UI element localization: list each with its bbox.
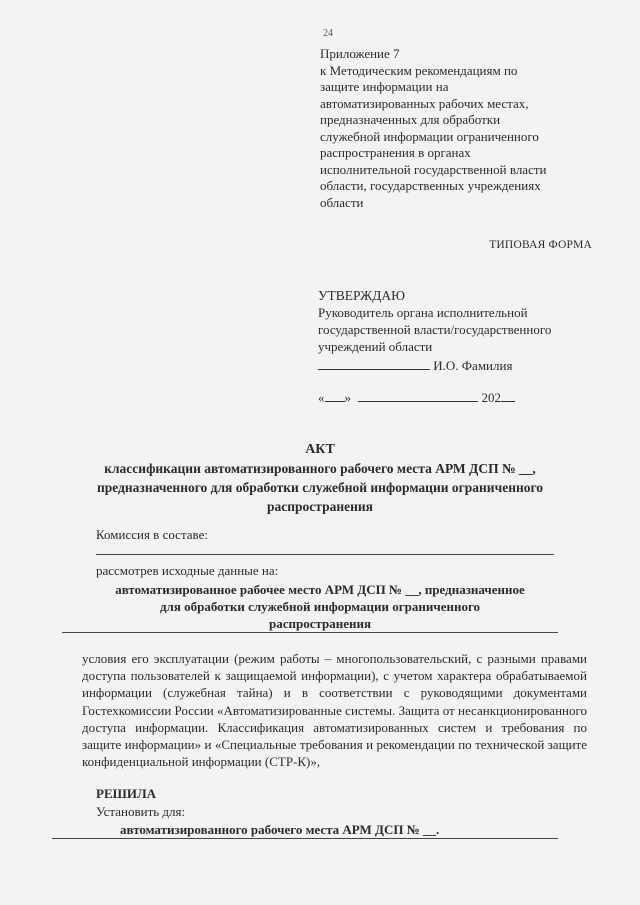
date-open-quote: « bbox=[318, 390, 325, 405]
year-prefix: 202 bbox=[481, 390, 501, 405]
form-type-label: ТИПОВАЯ ФОРМА bbox=[489, 239, 592, 251]
signature-row bbox=[318, 357, 551, 374]
appendix-line: предназначенных для обработки bbox=[320, 112, 501, 127]
day-blank bbox=[325, 390, 345, 402]
appendix-line: распространения в органах bbox=[320, 145, 471, 160]
act-heading: АКТ bbox=[305, 442, 335, 457]
subject-line: для обработки служебной информации ограниченного bbox=[159, 599, 481, 614]
appendix-note bbox=[320, 46, 546, 211]
appendix-line: к Методическим рекомендациям по bbox=[320, 62, 518, 78]
approval-heading: УТВЕРЖДАЮ bbox=[318, 288, 406, 303]
approval-date bbox=[318, 390, 515, 406]
act-title-line: классификации автоматизированного рабочего места АРМ ДСП № __, bbox=[104, 461, 536, 476]
establish-label: Установить для: bbox=[96, 804, 186, 819]
subject-block bbox=[60, 581, 580, 632]
appendix-line: области, государственных учреждениях bbox=[320, 178, 541, 193]
appendix-line: Приложение 7 bbox=[320, 46, 400, 61]
act-title-line: распространения bbox=[267, 499, 373, 514]
signature-name: И.О. Фамилия bbox=[433, 358, 513, 373]
final-line: автоматизированного рабочего места АРМ ДСП № __. bbox=[120, 822, 440, 837]
month-blank bbox=[358, 390, 478, 402]
appendix-line: области bbox=[320, 194, 364, 210]
page-number: 24 bbox=[323, 28, 333, 39]
act-title bbox=[0, 440, 640, 516]
appendix-line: исполнительной государственной власти bbox=[320, 161, 547, 177]
subject-line: автоматизированное рабочее место АРМ ДСП № __, предназначенное bbox=[115, 582, 525, 597]
approval-line: Руководитель органа исполнительной bbox=[318, 305, 528, 320]
appendix-line: служебной информации ограниченного bbox=[320, 128, 539, 144]
act-title-line: предназначенного для обработки служебной информации ограниченного bbox=[96, 480, 544, 495]
date-close-quote: » bbox=[344, 390, 351, 405]
considered-label: рассмотрев исходные данные на: bbox=[96, 563, 279, 578]
approval-block bbox=[318, 287, 551, 374]
subject-underline bbox=[62, 632, 558, 633]
final-underline bbox=[52, 838, 558, 839]
commission-blank-line bbox=[96, 554, 554, 555]
appendix-line: автоматизированных рабочих местах, bbox=[320, 95, 529, 111]
body-paragraph: условия его эксплуатации (режим работы – многопользовательский, с разными правами доступа пользователей к защищаемой информации), с учетом характера обрабатываемой информации (служебная тайна) и в соответствии с руководящими документами Гостехкомиссии России «Автоматизированные системы. Защита от несанкционированного доступа информации. Классификация автоматизированных систем и требования по защите информации» и «Специальные требования и рекомендации по технической защите конфиденциальной информации (СТР-К)», bbox=[82, 651, 587, 770]
resolved-label: РЕШИЛА bbox=[96, 786, 157, 801]
signature-blank bbox=[318, 358, 430, 370]
approval-line: учреждений области bbox=[318, 339, 433, 354]
commission-label: Комиссия в составе: bbox=[96, 527, 208, 542]
approval-line: государственной власти/государственного bbox=[318, 322, 552, 337]
appendix-line: защите информации на bbox=[320, 79, 449, 94]
year-blank bbox=[501, 390, 515, 402]
subject-line: распространения bbox=[268, 616, 372, 631]
